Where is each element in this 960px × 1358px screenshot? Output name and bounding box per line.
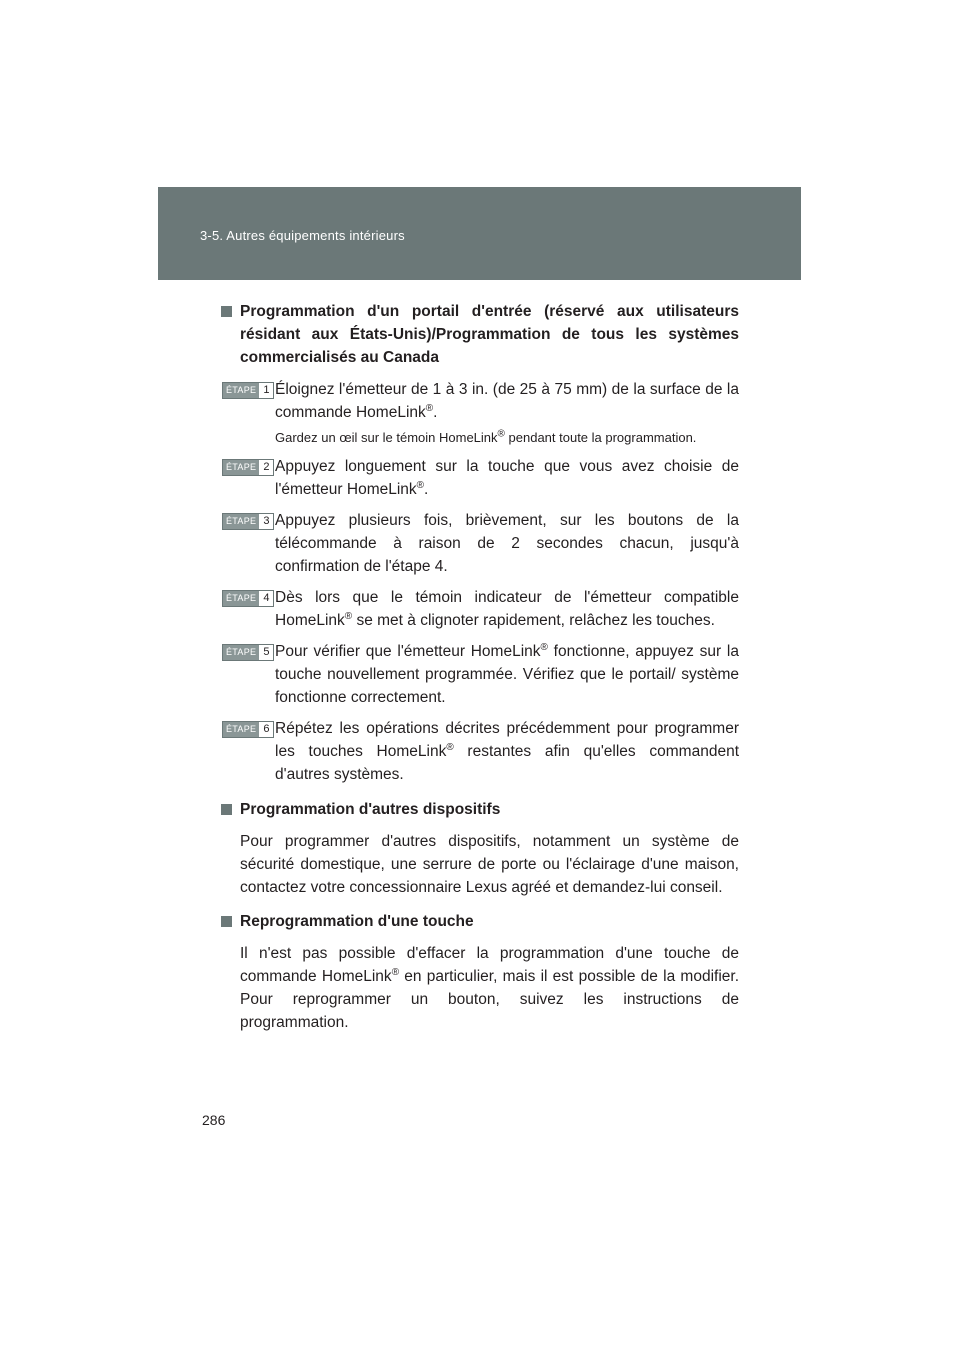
step-badge: ÉTAPE 6 [222,721,274,738]
step-6 [219,717,739,786]
section-header-band [158,187,801,280]
square-bullet-icon [221,306,232,317]
step-text: Éloignez l'émetteur de 1 à 3 in. (de 25 à 75 mm) de la surface de la commande HomeLink®. [275,381,739,421]
step-badge: ÉTAPE 5 [222,644,274,661]
step-5 [219,640,739,709]
step-badge: ÉTAPE 2 [222,459,274,476]
step-text: Appuyez plusieurs fois, brièvement, sur les boutons de la télécommande à raison de 2 secondes chacun, jusqu'à confirmation de l'étape 4. [275,512,739,575]
step-text: Appuyez longuement sur la touche que vous avez choisie de l'émetteur HomeLink®. [275,458,739,498]
square-bullet-icon [221,804,232,815]
step-2 [219,455,739,501]
other-devices-heading [219,798,739,821]
step-3 [219,509,739,578]
gate-programming-title: Programmation d'un portail d'entrée (réservé aux utilisateurs résidant aux États-Unis)/Programmation de tous les systèmes commercialisés au Canada [240,303,739,366]
step-badge: ÉTAPE 4 [222,590,274,607]
section-title: 3-5. Autres équipements intérieurs [200,228,405,243]
reprogram-heading [219,910,739,933]
reprogram-title: Reprogrammation d'une touche [240,913,474,930]
gate-programming-heading [219,300,739,369]
page-number: 286 [202,1112,226,1128]
square-bullet-icon [221,916,232,927]
step-1 [219,378,739,447]
page-content [219,300,739,1045]
step-text: Pour vérifier que l'émetteur HomeLink® fonctionne, appuyez sur la touche nouvellement programmée. Vérifiez que le portail/ système fonctionne correctement. [275,641,740,706]
step-text: Dès lors que le témoin indicateur de l'émetteur compatible HomeLink® se met à clignoter rapidement, relâchez les touches. [275,589,739,629]
other-devices-title: Programmation d'autres dispositifs [240,801,501,818]
reprogram-body: Il n'est pas possible d'effacer la programmation d'une touche de commande HomeLink® en particulier, mais il est possible de la modifier. Pour reprogrammer un bouton, suivez les instructions de programmation. [240,945,740,1031]
step-text: Répétez les opérations décrites précédemment pour programmer les touches HomeLink® restantes afin qu'elles commandent d'autres systèmes. [275,720,740,783]
step-4 [219,586,739,632]
step-note: Gardez un œil sur le témoin HomeLink® pendant toute la programmation. [275,428,697,445]
step-badge: ÉTAPE 1 [222,382,274,399]
step-badge: ÉTAPE 3 [222,513,274,530]
other-devices-body: Pour programmer d'autres dispositifs, notamment un système de sécurité domestique, une serrure de porte ou l'éclairage d'une maison, contactez votre concessionnaire Lexus agréé et demandez-lui conseil. [240,833,739,896]
